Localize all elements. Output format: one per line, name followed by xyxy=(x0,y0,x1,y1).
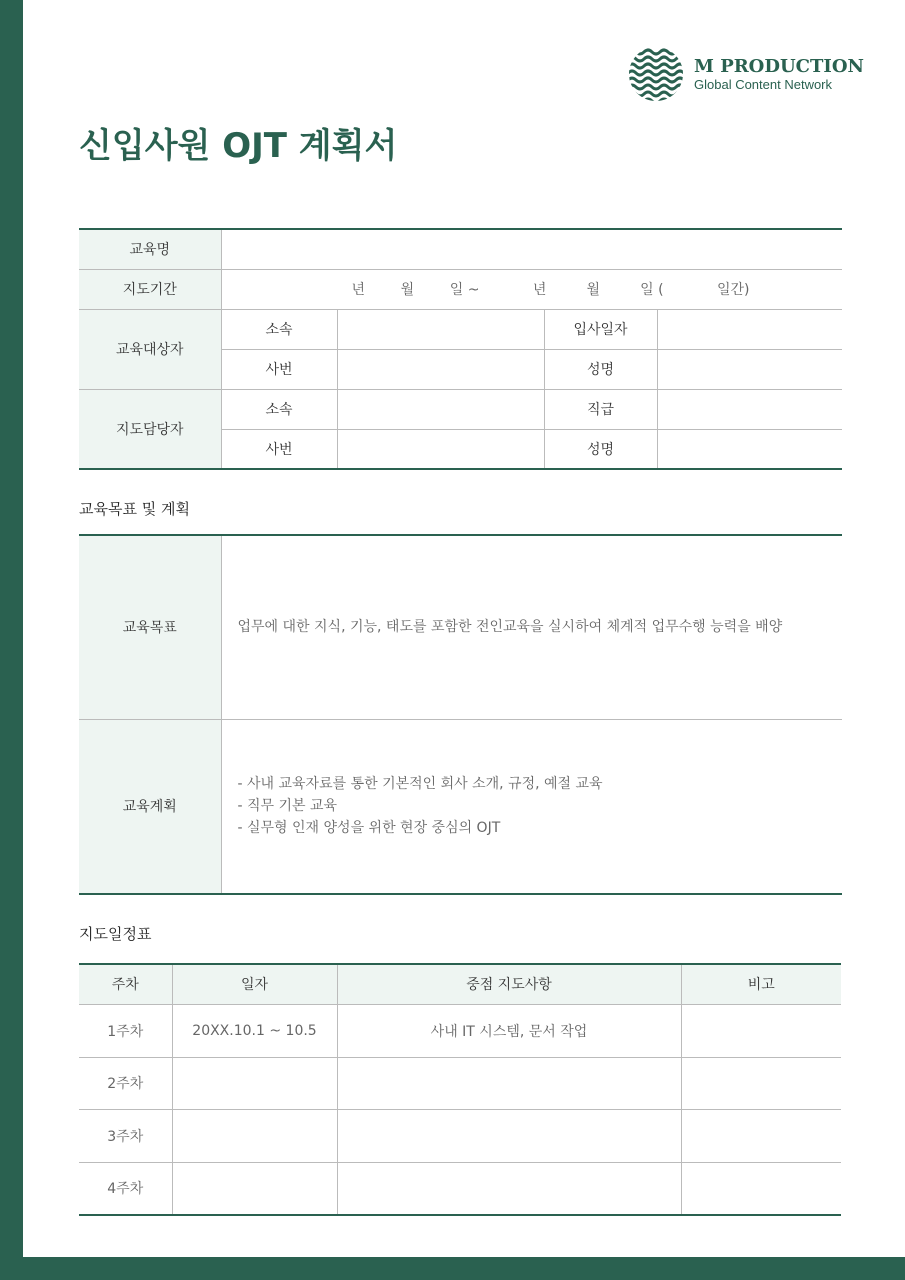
edu-name-field[interactable] xyxy=(221,229,842,269)
mentor-empno-label: 사번 xyxy=(221,429,337,469)
trainee-dept-field[interactable] xyxy=(337,309,544,349)
trainee-name-label: 성명 xyxy=(544,349,657,389)
trainee-empno-label: 사번 xyxy=(221,349,337,389)
page-title: 신입사원 OJT 계획서 xyxy=(79,126,398,166)
edu-name-label: 교육명 xyxy=(79,229,221,269)
table-row: 1주차 20XX.10.1 ~ 10.5 사내 IT 시스템, 문서 작업 xyxy=(79,1004,841,1057)
goal-label: 교육목표 xyxy=(79,535,221,719)
mentor-dept-label: 소속 xyxy=(221,389,337,429)
mentor-position-label: 직급 xyxy=(544,389,657,429)
table-row: 4주차 xyxy=(79,1162,841,1215)
join-date-label: 입사일자 xyxy=(544,309,657,349)
schedule-header xyxy=(79,964,841,1004)
plan-table xyxy=(79,534,842,895)
mentor-name-label: 성명 xyxy=(544,429,657,469)
mentor-empno-field[interactable] xyxy=(337,429,544,469)
brand-name: M PRODUCTION xyxy=(694,56,864,77)
mentor-label: 지도담당자 xyxy=(79,389,221,469)
schedule-section-title: 지도일정표 xyxy=(79,925,152,943)
plan-item: - 사내 교육자료를 통한 기본적인 회사 소개, 규정, 예절 교육 xyxy=(237,776,603,793)
mentor-name-field[interactable] xyxy=(657,429,842,469)
schedule-table xyxy=(79,963,841,1216)
plan-label: 교육계획 xyxy=(79,719,221,894)
join-date-field[interactable] xyxy=(657,309,842,349)
side-bar xyxy=(0,0,23,1280)
period-field[interactable]: 년 월 일 ~ 년 월 일 ( 일간) xyxy=(221,269,842,309)
info-table xyxy=(79,228,842,470)
brand-logo xyxy=(628,46,864,102)
period-label: 지도기간 xyxy=(79,269,221,309)
mentor-position-field[interactable] xyxy=(657,389,842,429)
bottom-bar xyxy=(0,1257,905,1280)
mentor-dept-field[interactable] xyxy=(337,389,544,429)
goal-text[interactable]: 업무에 대한 지식, 기능, 태도를 포함한 전인교육을 실시하여 체계적 업무수행 능력을 배양 xyxy=(221,535,842,719)
plan-section-title: 교육목표 및 계획 xyxy=(79,500,190,518)
header-note: 비고 xyxy=(681,964,841,1004)
plan-item: - 직무 기본 교육 xyxy=(237,798,338,815)
brand-tagline: Global Content Network xyxy=(694,77,833,92)
trainee-empno-field[interactable] xyxy=(337,349,544,389)
header-week: 주차 xyxy=(79,964,172,1004)
trainee-label: 교육대상자 xyxy=(79,309,221,389)
wave-logo-icon xyxy=(628,46,684,102)
trainee-name-field[interactable] xyxy=(657,349,842,389)
table-row: 2주차 xyxy=(79,1057,841,1109)
table-row: 3주차 xyxy=(79,1109,841,1162)
plan-text[interactable] xyxy=(221,719,842,894)
plan-item: - 실무형 인재 양성을 위한 현장 중심의 OJT xyxy=(237,820,501,837)
header-focus: 중점 지도사항 xyxy=(337,964,681,1004)
trainee-dept-label: 소속 xyxy=(221,309,337,349)
header-date: 일자 xyxy=(172,964,337,1004)
